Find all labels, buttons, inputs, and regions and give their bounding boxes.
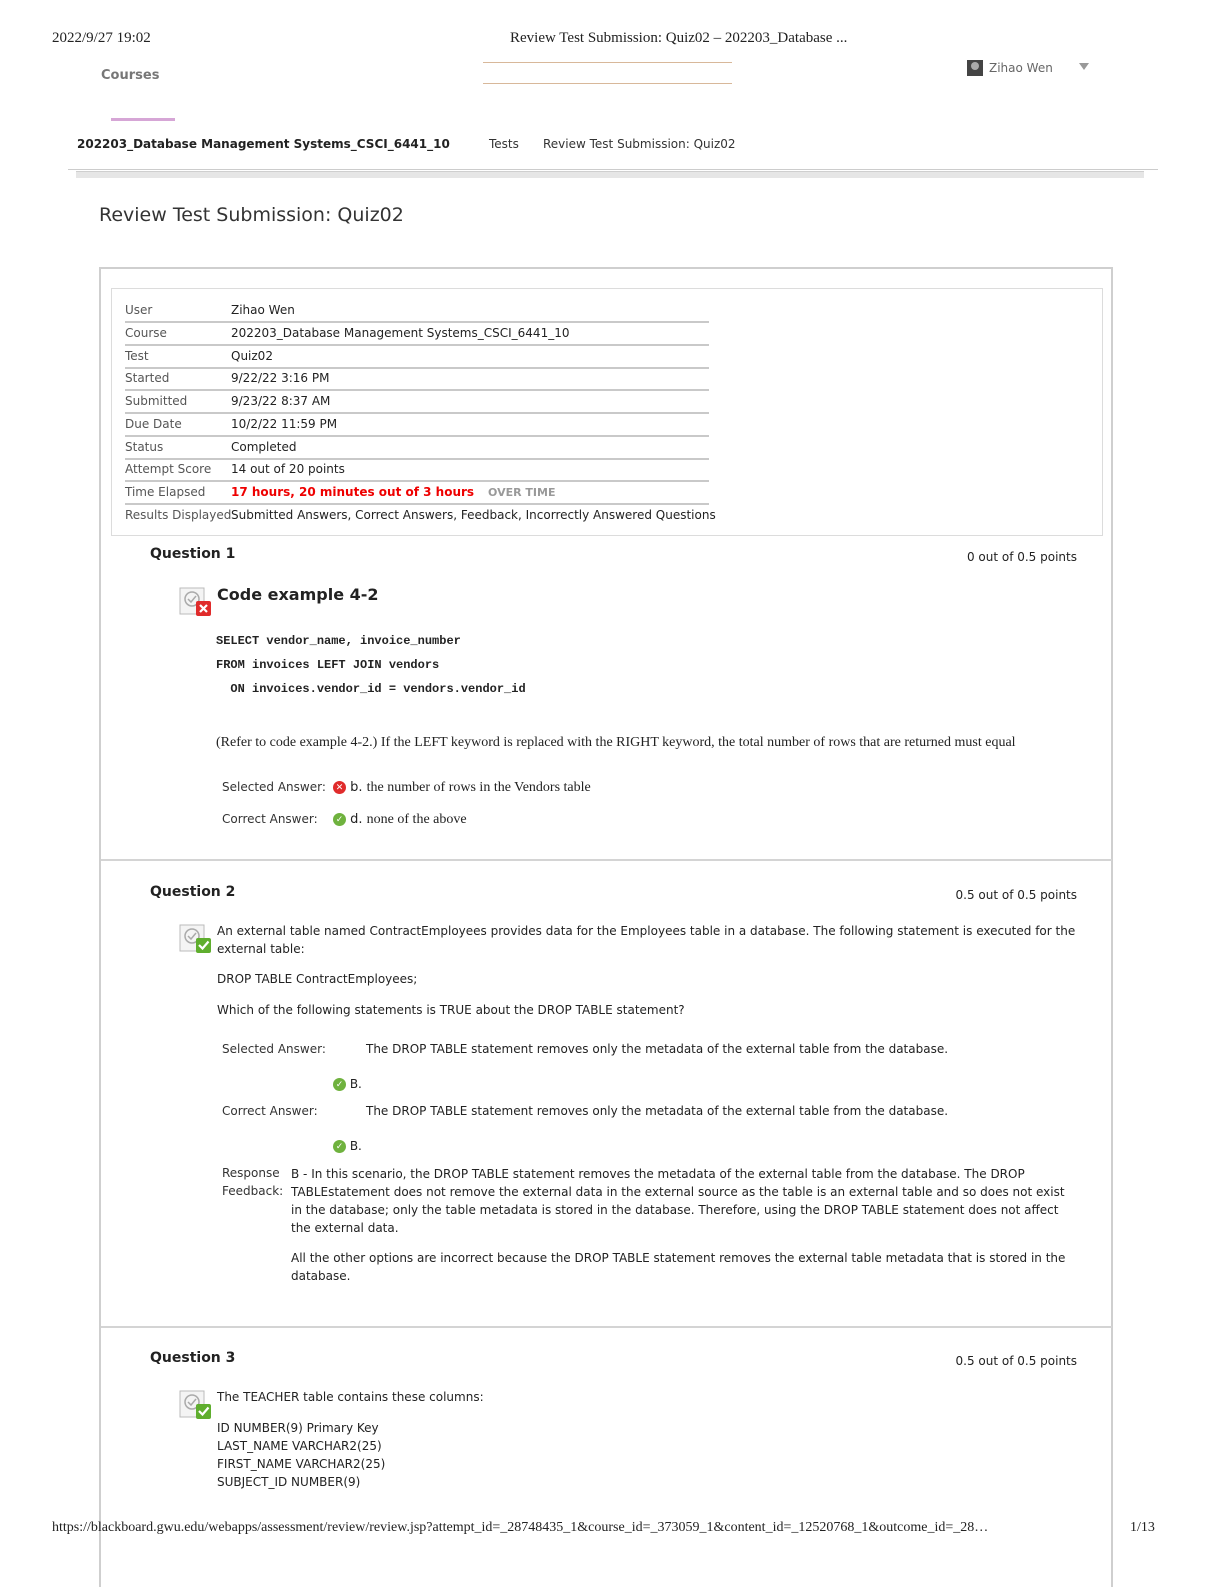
question-prompt: The TEACHER table contains these columns: [217, 1390, 484, 1404]
correct-answer-icon [179, 1388, 211, 1420]
correct-answer-label: Correct Answer: [222, 1104, 318, 1118]
breadcrumb-bar [76, 171, 1144, 178]
question-points: 0 out of 0.5 points [966, 550, 1077, 564]
summary-value: Submitted Answers, Correct Answers, Feedback, Incorrectly Answered Questions [231, 508, 716, 522]
summary-value: 9/22/22 3:16 PM [231, 371, 330, 385]
selected-answer-label: Selected Answer: [222, 1042, 326, 1056]
print-datetime: 2022/9/27 19:02 [52, 30, 151, 46]
user-menu[interactable] [967, 60, 1053, 76]
question-text: Which of the following statements is TRUE about the DROP TABLE statement? [217, 1003, 685, 1017]
summary-row [125, 480, 709, 505]
time-elapsed-value [231, 485, 556, 499]
column-definition: FIRST_NAME VARCHAR2(25) [217, 1457, 386, 1471]
user-name: Zihao Wen [989, 61, 1053, 75]
selected-answer-label: Selected Answer: [222, 780, 326, 794]
tab-divider [483, 83, 732, 84]
code-line: SELECT vendor_name, invoice_number [216, 634, 461, 648]
summary-row [125, 457, 709, 482]
selected-answer-letter: b. [350, 780, 363, 795]
courses-tab-indicator [111, 118, 175, 121]
correct-answer-letter: B. [349, 1139, 362, 1153]
question-statement: DROP TABLE ContractEmployees; [217, 972, 418, 986]
summary-label: Attempt Score [125, 462, 212, 476]
response-feedback: All the other options are incorrect because the DROP TABLE statement removes the external table metadata that is stored in the database. [291, 1251, 1066, 1283]
summary-value: 14 out of 20 points [231, 462, 345, 476]
chevron-down-icon[interactable] [1079, 63, 1089, 70]
breadcrumb-divider [68, 169, 1158, 170]
summary-label: Results Displayed [125, 508, 232, 522]
correct-answer-label: Correct Answer: [222, 812, 318, 826]
time-elapsed-text: 17 hours, 20 minutes out of 3 hours [231, 485, 475, 499]
print-page-number: 1/13 [1130, 1520, 1155, 1535]
question-divider [101, 859, 1112, 861]
summary-label: Course [125, 326, 167, 340]
check-icon: ✓ [333, 813, 346, 826]
incorrect-icon: ✕ [333, 781, 346, 794]
column-definition: SUBJECT_ID NUMBER(9) [217, 1475, 361, 1489]
avatar [967, 60, 983, 76]
breadcrumb-current: Review Test Submission: Quiz02 [543, 137, 736, 151]
print-url: https://blackboard.gwu.edu/webapps/assessment/review/review.jsp?attempt_id=_28748435_1&course_id=_373059_1&content_id=_12520768_1&outcome_id=_28… [52, 1520, 989, 1535]
summary-label: Time Elapsed [125, 485, 206, 499]
summary-label: Status [125, 440, 164, 454]
summary-label: Submitted [125, 394, 188, 408]
breadcrumb-tests[interactable]: Tests [489, 137, 519, 151]
question-title: Question 3 [150, 1350, 236, 1366]
correct-answer-icon [179, 922, 211, 954]
summary-row [125, 321, 709, 346]
print-page-title: Review Test Submission: Quiz02 – 202203_Database ... [510, 30, 848, 46]
breadcrumb-course[interactable]: 202203_Database Management Systems_CSCI_6441_10 [77, 137, 450, 151]
question-divider [101, 1326, 1112, 1328]
correct-answer [333, 812, 467, 828]
selected-answer [333, 780, 591, 796]
summary-row [125, 366, 709, 391]
code-line: ON invoices.vendor_id = vendors.vendor_id [216, 682, 526, 696]
summary-label: User [125, 303, 153, 317]
summary-label: Test [125, 349, 149, 363]
check-icon: ✓ [333, 1140, 346, 1153]
courses-tab[interactable]: Courses [101, 68, 160, 83]
question-prompt: (Refer to code example 4-2.) If the LEFT keyword is replaced with the RIGHT keyword, the total number of rows that are returned must equal [216, 735, 1016, 750]
selected-answer-letter: B. [349, 1077, 362, 1091]
response-feedback: B - In this scenario, the DROP TABLE statement removes the metadata of the external table from the database. The DROP TABLEstatement does not remove the external data in the external source as the table is an external table and so does not exist in the database; only the table metadata is stored in the database. Therefore, using the DROP TABLE statement does not affect the external data. [291, 1167, 1065, 1235]
correct-answer-text: The DROP TABLE statement removes only the metadata of the external table from the database. [366, 1104, 949, 1118]
tab-divider [483, 62, 732, 63]
check-icon: ✓ [333, 1078, 346, 1091]
correct-answer-letter: d. [350, 812, 363, 827]
correct-answer [333, 1139, 362, 1153]
incorrect-answer-icon [179, 585, 211, 617]
code-line: FROM invoices LEFT JOIN vendors [216, 658, 440, 672]
overtime-badge: OVER TIME [488, 486, 556, 499]
summary-label: Started [125, 371, 170, 385]
summary-row [125, 412, 709, 437]
response-feedback-label: Feedback: [222, 1184, 284, 1198]
question-title: Question 2 [150, 884, 236, 900]
summary-label: Due Date [125, 417, 182, 431]
summary-value: Completed [231, 440, 297, 454]
summary-value: 9/23/22 8:37 AM [231, 394, 331, 408]
response-feedback-label: Response [222, 1166, 280, 1180]
question-points: 0.5 out of 0.5 points [955, 888, 1077, 902]
selected-answer-text: the number of rows in the Vendors table [366, 780, 591, 795]
summary-row [125, 503, 716, 526]
selected-answer [333, 1077, 362, 1091]
question-title: Question 1 [150, 546, 236, 562]
column-definition: ID NUMBER(9) Primary Key [217, 1421, 379, 1435]
summary-value: 10/2/22 11:59 PM [231, 417, 338, 431]
question-points: 0.5 out of 0.5 points [955, 1354, 1077, 1368]
column-definition: LAST_NAME VARCHAR2(25) [217, 1439, 382, 1453]
question-heading: Code example 4-2 [217, 585, 379, 604]
summary-value: 202203_Database Management Systems_CSCI_6441_10 [231, 326, 570, 340]
summary-row [125, 298, 709, 323]
selected-answer-text: The DROP TABLE statement removes only the metadata of the external table from the database. [366, 1042, 949, 1056]
summary-value: Zihao Wen [231, 303, 295, 317]
question-prompt: An external table named ContractEmployees provides data for the Employees table in a database. The following statement is executed for the external table: [217, 924, 1076, 956]
summary-value: Quiz02 [231, 349, 273, 363]
summary-row [125, 389, 709, 414]
page-title: Review Test Submission: Quiz02 [99, 204, 404, 226]
correct-answer-text: none of the above [366, 812, 467, 827]
